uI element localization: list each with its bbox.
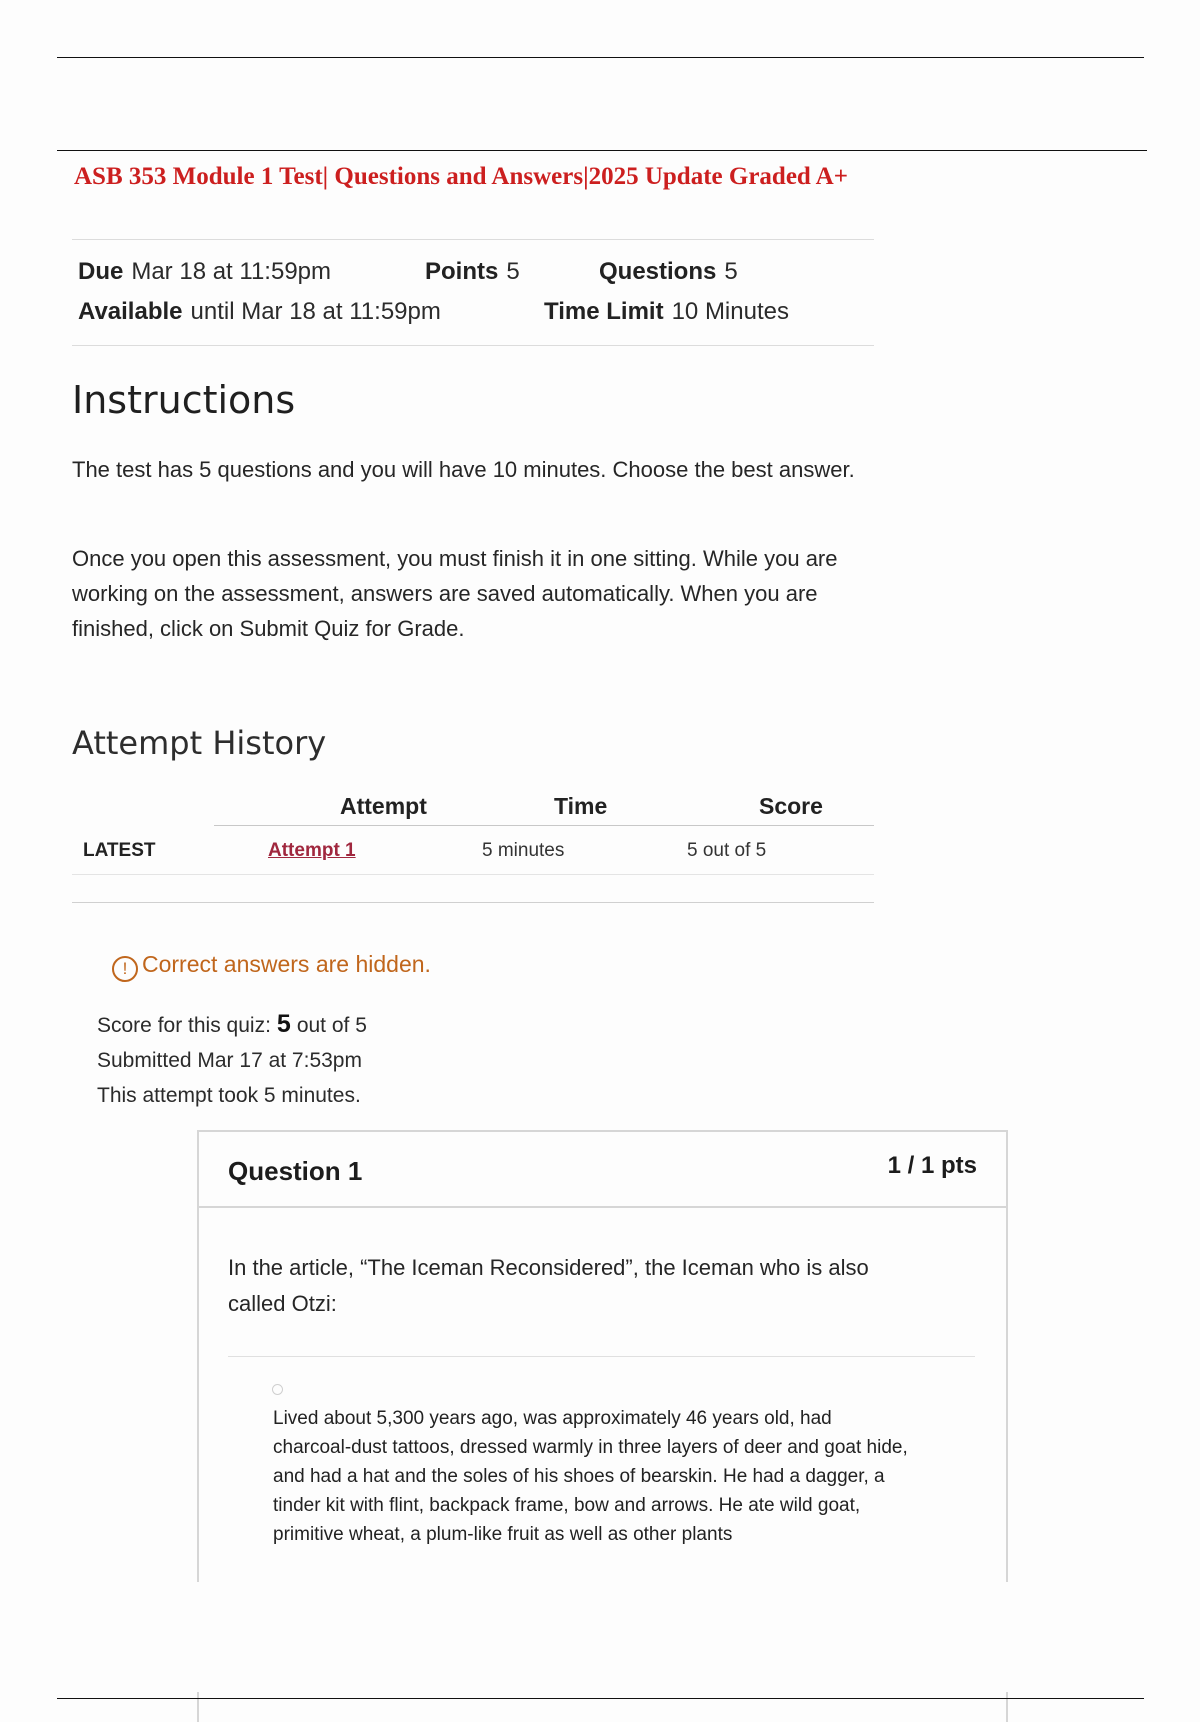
question-text: In the article, “The Iceman Reconsidered”, the Iceman who is also called Otzi: bbox=[228, 1255, 869, 1316]
question-title: Question 1 bbox=[228, 1156, 363, 1186]
quiz-score bbox=[97, 1010, 367, 1039]
section-divider bbox=[72, 902, 874, 903]
questions-label: Questions bbox=[599, 258, 717, 285]
available-value: until Mar 18 at 11:59pm bbox=[190, 298, 441, 325]
question-header bbox=[199, 1132, 1006, 1208]
attempt-history-heading: Attempt History bbox=[72, 724, 327, 762]
attempt-time: 5 minutes bbox=[482, 840, 565, 861]
due-label: Due bbox=[78, 258, 124, 285]
page-break bbox=[0, 1582, 1200, 1692]
quiz-details bbox=[72, 239, 874, 346]
instructions-paragraph: The test has 5 questions and you will have 10 minutes. Choose the best answer. bbox=[72, 457, 855, 482]
attempt-score: 5 out of 5 bbox=[687, 840, 767, 861]
instructions-heading: Instructions bbox=[72, 378, 296, 422]
time-limit-field bbox=[544, 298, 789, 326]
hidden-answers-notice bbox=[112, 951, 431, 982]
document-title: ASB 353 Module 1 Test| Questions and Answers|2025 Update Graded A+ bbox=[74, 163, 848, 190]
table-header-row bbox=[214, 785, 874, 826]
column-header-attempt: Attempt bbox=[340, 793, 427, 819]
points-label: Points bbox=[425, 258, 499, 285]
attempt-link[interactable]: Attempt 1 bbox=[268, 840, 356, 861]
time-limit-value: 10 Minutes bbox=[671, 298, 789, 325]
instructions-paragraph: Once you open this assessment, you must finish it in one sitting. While you are working on the assessment, answers are saved automatically. When you are finished, click on Submit Quiz for Grade. bbox=[72, 546, 838, 641]
column-header-score: Score bbox=[759, 793, 823, 819]
submitted-time: Submitted Mar 17 at 7:53pm bbox=[97, 1049, 362, 1072]
questions-value: 5 bbox=[724, 258, 738, 285]
answer-radio[interactable] bbox=[272, 1384, 283, 1395]
points-value: 5 bbox=[506, 258, 520, 285]
answer-text: Lived about 5,300 years ago, was approximately 46 years old, had charcoal-dust tattoos, dressed warmly in three layers of deer and goat hide, and had a hat and the soles of his shoes of bearskin. He had a dagger, a tinder kit with flint, backpack frame, bow and arrows. He ate wild goat, primitive wheat, a plum-like fruit as well as other plants bbox=[273, 1408, 908, 1545]
question-points: 1 / 1 pts bbox=[887, 1152, 977, 1179]
due-field bbox=[78, 258, 331, 286]
due-value: Mar 18 at 11:59pm bbox=[131, 258, 332, 285]
points-field bbox=[425, 258, 520, 286]
alert-circle-icon: ! bbox=[112, 956, 138, 982]
questions-field bbox=[599, 258, 738, 286]
question-divider bbox=[228, 1356, 975, 1357]
score-value: 5 bbox=[276, 1010, 291, 1038]
score-suffix: out of 5 bbox=[296, 1014, 367, 1037]
available-label: Available bbox=[78, 298, 183, 325]
attempt-duration: This attempt took 5 minutes. bbox=[97, 1084, 361, 1107]
column-header-time: Time bbox=[554, 793, 608, 819]
notice-text: Correct answers are hidden. bbox=[142, 951, 431, 977]
top-rule bbox=[57, 57, 1144, 58]
attempt-history-table bbox=[72, 785, 874, 875]
table-row bbox=[72, 826, 874, 875]
header-rule bbox=[57, 150, 1147, 151]
score-prefix: Score for this quiz: bbox=[97, 1014, 271, 1037]
latest-tag: LATEST bbox=[83, 840, 156, 861]
time-limit-label: Time Limit bbox=[544, 298, 664, 325]
bottom-rule bbox=[57, 1698, 1144, 1699]
available-field bbox=[78, 298, 441, 326]
